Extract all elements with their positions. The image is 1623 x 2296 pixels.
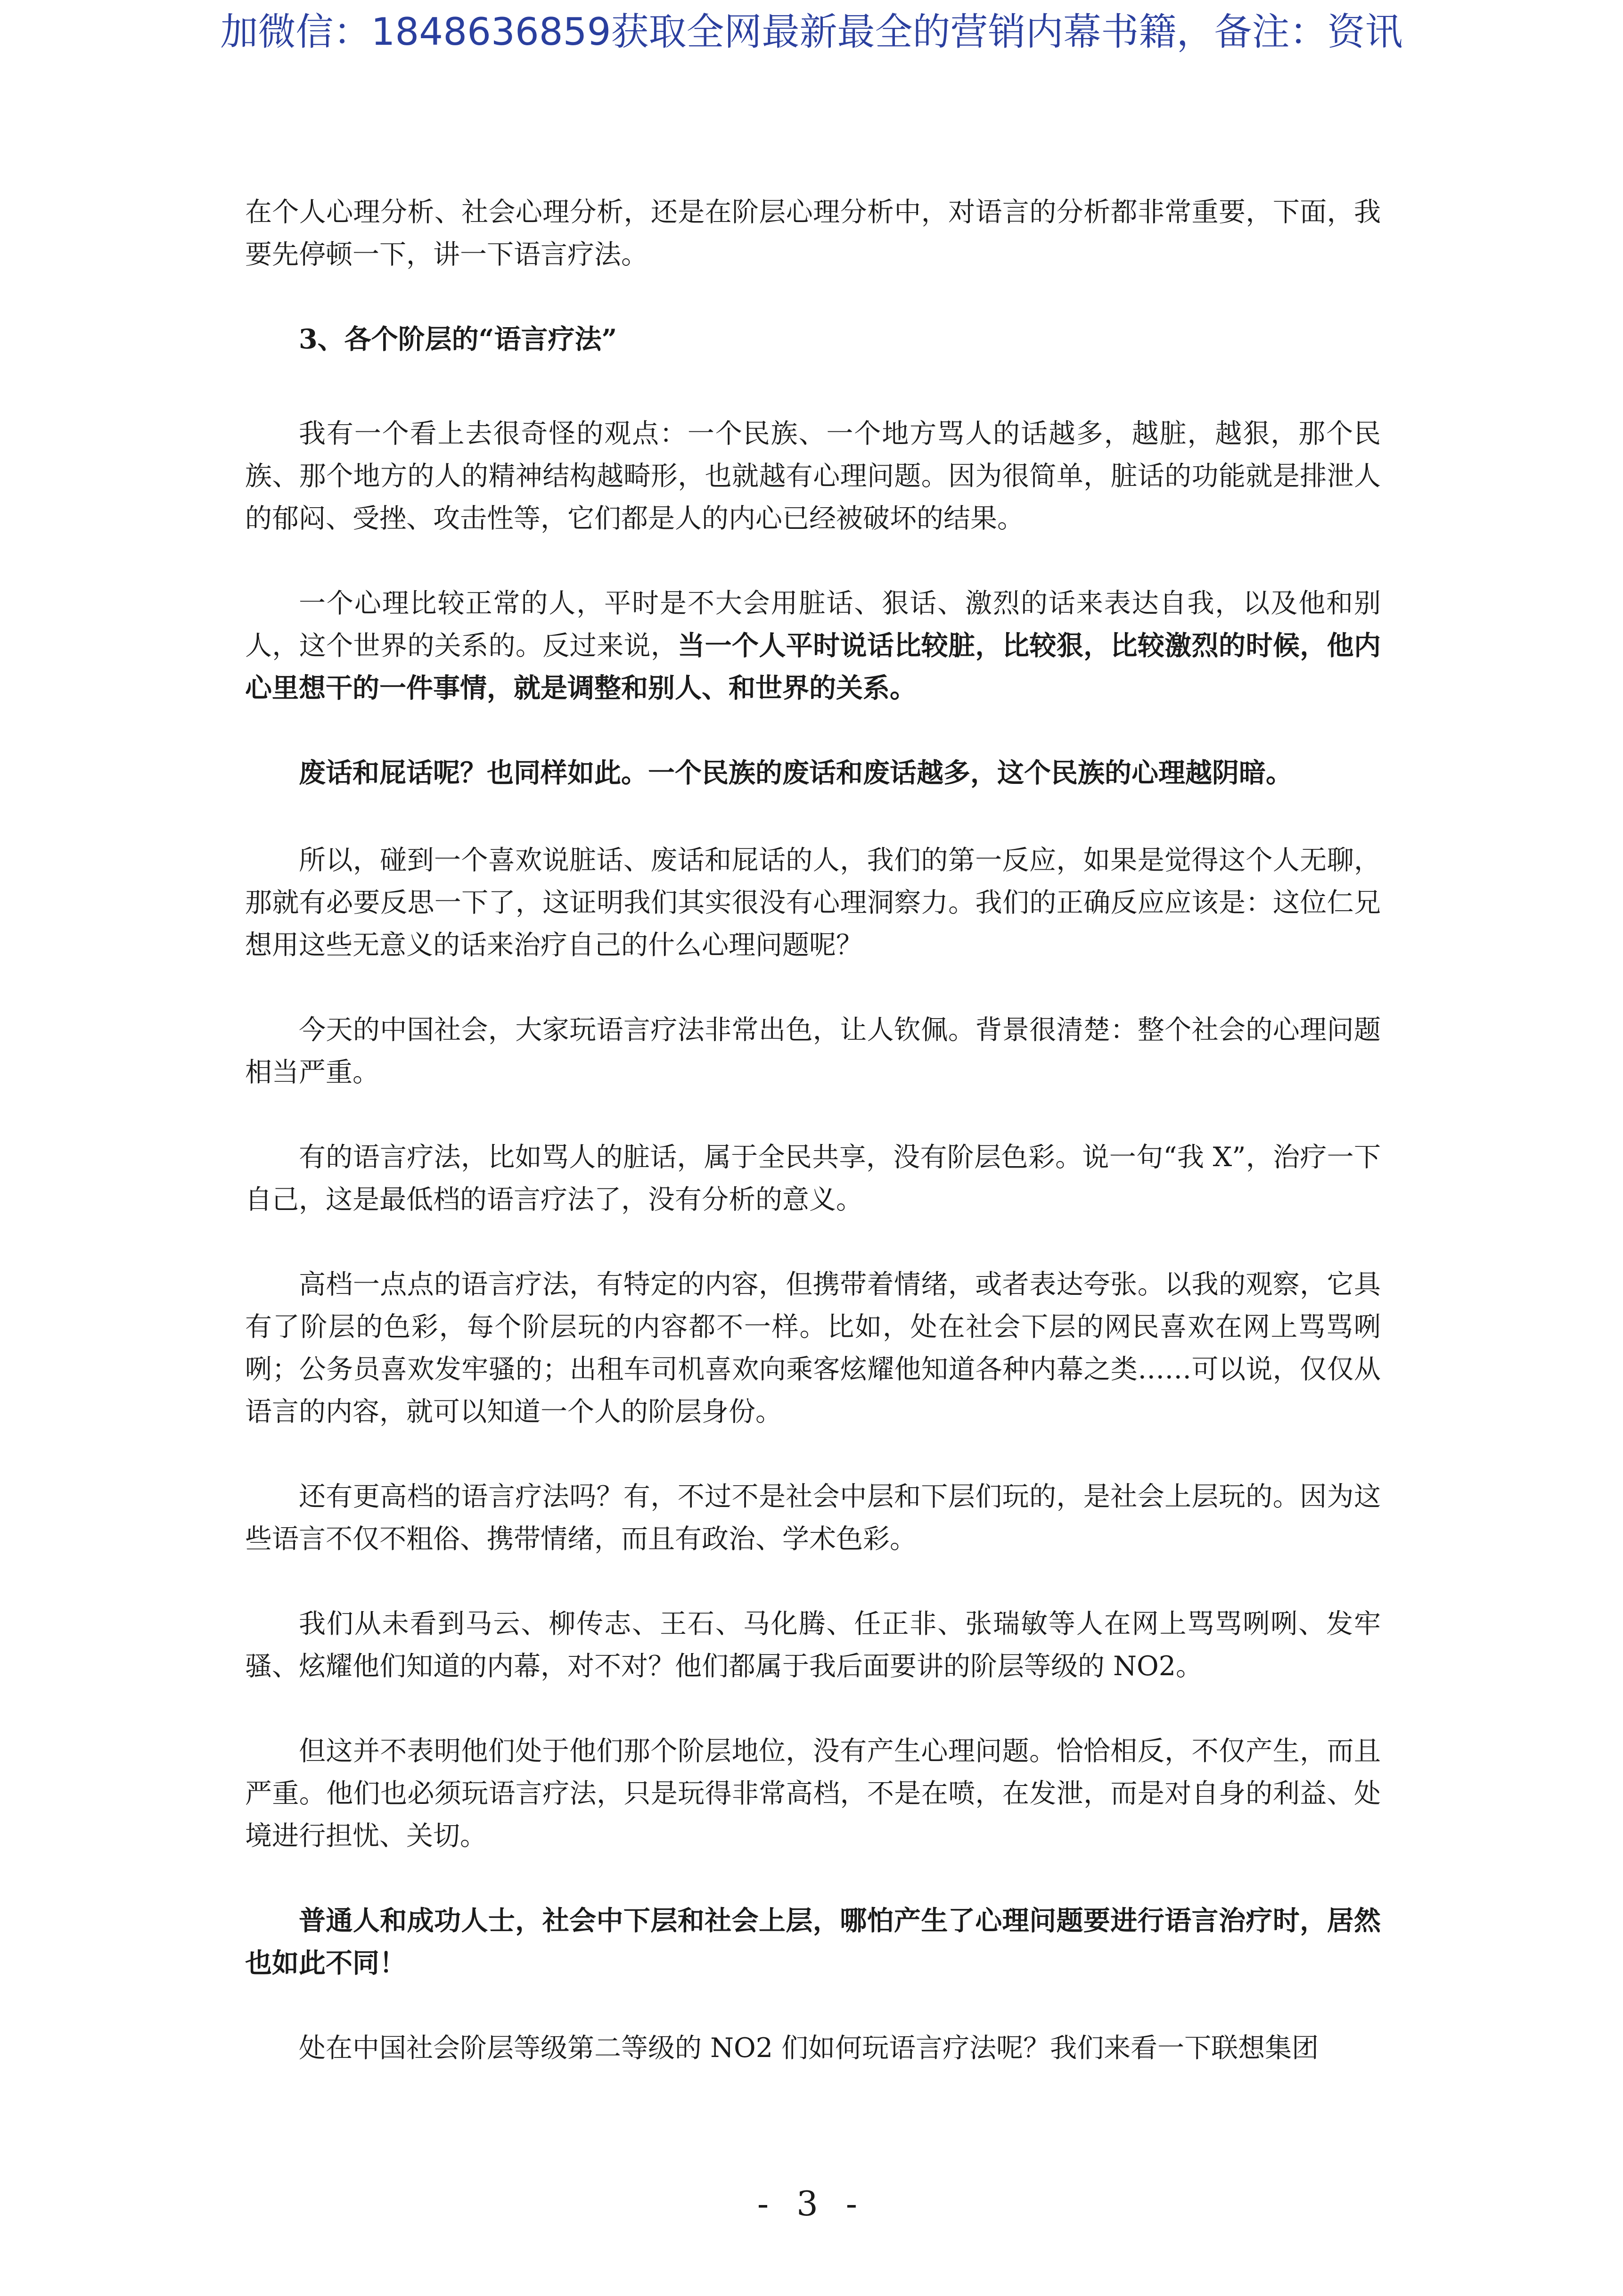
paragraph-bold-text: 当一个人平时说话比较脏，比较狠，比较激烈的时候，他内心里想干的一件事情，就是调整和别人、和世界的关系。 [245,630,1381,704]
paragraph-normal-text: 一个心理比较正常的人，平时是不大会用脏话、狠话、激烈的话来表达自我，以及他和别人，这个世界的关系的。反过来说， [245,588,1381,661]
paragraph-higher-therapy: 还有更高档的语言疗法吗？有，不过不是社会中层和下层们玩的，是社会上层玩的。因为这些语言不仅不粗俗、携带情绪，而且有政治、学术色彩。 [245,1481,1381,1555]
paragraph-bold-contrast: 普通人和成功人士，社会中下层和社会上层，哪怕产生了心理问题要进行语言治疗时，居然也如此不同！ [245,1905,1381,1979]
paragraph-intro: 在个人心理分析、社会心理分析，还是在阶层心理分析中，对语言的分析都非常重要，下面，我要先停顿一下，讲一下语言疗法。 [245,197,1381,270]
paragraph-elite-problems: 但这并不表明他们处于他们那个阶层地位，没有产生心理问题。恰恰相反，不仅产生，而且严重。他们也必须玩语言疗法，只是玩得非常高档，不是在喷，在发泄，而是对自身的利益、处境进行担忧、关切。 [245,1736,1381,1852]
paragraph-contrast [245,1900,1381,1984]
paragraph-bold-statement: 废话和屁话呢？也同样如此。一个民族的废话和废话越多，这个民族的心理越阴暗。 [299,757,1293,789]
paragraph-mid-therapy: 高档一点点的语言疗法，有特定的内容，但携带着情绪，或者表达夸张。以我的观察，它具有了阶层的色彩，每个阶层玩的内容都不一样。比如，处在社会下层的网民喜欢在网上骂骂咧咧；公务员喜欢发牢骚的；出租车司机喜欢向乘客炫耀他知道各种内幕之类……可以说，仅仅从语言的内容，就可以知道一个人的阶层身份。 [245,1269,1381,1427]
page-number: - 3 - [757,2184,866,2223]
paragraph-curse-words: 我有一个看上去很奇怪的观点：一个民族、一个地方骂人的话越多，越脏，越狠，那个民族、那个地方的人的精神结构越畸形，也就越有心理问题。因为很简单，脏话的功能就是排泄人的郁闷、受挫、攻击性等，它们都是人的内心已经被破坏的结果。 [245,418,1381,534]
paragraph-normal-person [245,582,1381,709]
section-heading: 3、各个阶层的“语言疗法” [299,323,617,355]
paragraph-reaction: 所以，碰到一个喜欢说脏话、废话和屁话的人，我们的第一反应，如果是觉得这个人无聊，那就有必要反思一下了，这证明我们其实很没有心理洞察力。我们的正确反应应该是：这位仁兄想用这些无意义的话来治疗自己的什么心理问题呢？ [245,845,1381,961]
paragraph-elite-names: 我们从未看到马云、柳传志、王石、马化腾、任正非、张瑞敏等人在网上骂骂咧咧、发牢骚、炫耀他们知道的内幕，对不对？他们都属于我后面要讲的阶层等级的 NO2。 [245,1608,1381,1682]
paragraph-nonsense [245,752,1381,794]
paragraph-chinese-society: 今天的中国社会，大家玩语言疗法非常出色，让人钦佩。背景很清楚：整个社会的心理问题相当严重。 [245,1014,1381,1088]
promo-banner: 加微信：1848636859获取全网最新最全的营销内幕书籍，备注：资讯 [220,10,1403,54]
paragraph-no2-intro: 处在中国社会阶层等级第二等级的 NO2 们如何玩语言疗法呢？我们来看一下联想集团 [299,2033,1319,2064]
paragraph-lowest-therapy: 有的语言疗法，比如骂人的脏话，属于全民共享，没有阶层色彩。说一句“我 X”，治疗一下自己，这是最低档的语言疗法了，没有分析的意义。 [245,1142,1381,1215]
document-body [245,191,1381,2112]
